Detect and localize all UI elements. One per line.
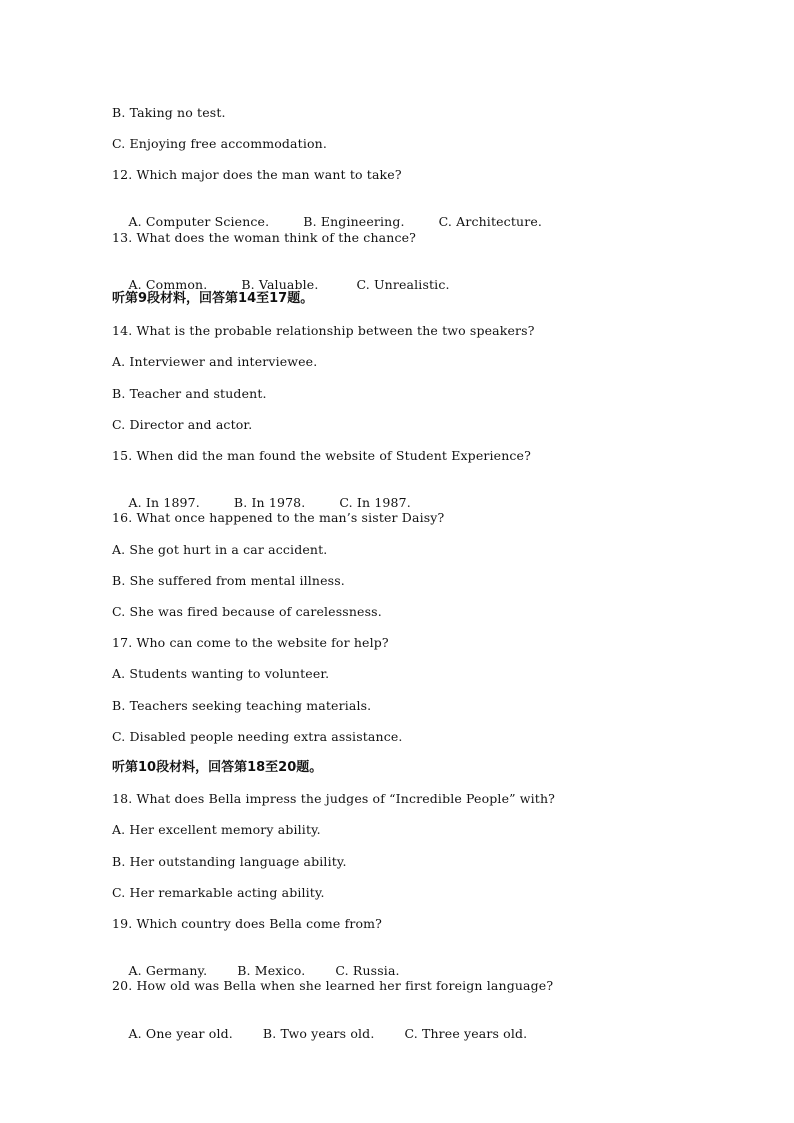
question-12: 12. Which major does the man want to take? xyxy=(112,167,402,182)
question-14: 14. What is the probable relationship between the two speakers? xyxy=(112,323,535,338)
question-16: 16. What once happened to the man’s sister Daisy? xyxy=(112,510,445,525)
options-q20 xyxy=(112,1010,527,1058)
option-c-q16: C. She was fired because of carelessness. xyxy=(112,604,382,619)
option-c: C. Three years old. xyxy=(404,1026,528,1041)
option-c: C. In 1987. xyxy=(339,495,411,510)
option-a-q18: A. Her excellent memory ability. xyxy=(112,822,321,837)
option-a: A. One year old. xyxy=(128,1026,233,1041)
option-b-q16: B. She suffered from mental illness. xyxy=(112,573,345,588)
question-15: 15. When did the man found the website of Student Experience? xyxy=(112,448,531,463)
option-b: B. Valuable. xyxy=(241,277,319,292)
option-a-q14: A. Interviewer and interviewee. xyxy=(112,354,318,369)
option-c-q14: C. Director and actor. xyxy=(112,417,253,432)
question-13: 13. What does the woman think of the chance? xyxy=(112,230,417,245)
question-17: 17. Who can come to the website for help? xyxy=(112,635,389,650)
option-c: C. Architecture. xyxy=(438,214,542,229)
option-b: B. In 1978. xyxy=(233,495,306,510)
option-c-q17: C. Disabled people needing extra assistance. xyxy=(112,729,403,744)
option-b-q11: B. Taking no test. xyxy=(112,105,226,120)
option-b-q14: B. Teacher and student. xyxy=(112,386,267,401)
option-a: A. In 1897. xyxy=(128,495,200,510)
question-20: 20. How old was Bella when she learned her first foreign language? xyxy=(112,978,554,993)
question-18: 18. What does Bella impress the judges of “Incredible People” with? xyxy=(112,791,556,806)
option-c: C. Unrealistic. xyxy=(356,277,450,292)
section-heading-9: 听第9段材料，回答第14至17题。 xyxy=(112,291,314,306)
option-c-q18: C. Her remarkable acting ability. xyxy=(112,885,325,900)
option-b: B. Mexico. xyxy=(237,963,306,978)
option-a: A. Common. xyxy=(128,277,208,292)
option-b: B. Two years old. xyxy=(262,1026,375,1041)
option-a-q17: A. Students wanting to volunteer. xyxy=(112,666,330,681)
question-19: 19. Which country does Bella come from? xyxy=(112,916,383,931)
option-c: C. Russia. xyxy=(335,963,400,978)
option-c-q11: C. Enjoying free accommodation. xyxy=(112,136,327,151)
option-a: A. Germany. xyxy=(128,963,208,978)
option-a-q16: A. She got hurt in a car accident. xyxy=(112,542,328,557)
option-b-q17: B. Teachers seeking teaching materials. xyxy=(112,698,372,713)
option-a: A. Computer Science. xyxy=(128,214,270,229)
section-heading-10: 听第10段材料，回答第18至20题。 xyxy=(112,760,323,775)
option-b-q18: B. Her outstanding language ability. xyxy=(112,854,347,869)
option-b: B. Engineering. xyxy=(303,214,405,229)
